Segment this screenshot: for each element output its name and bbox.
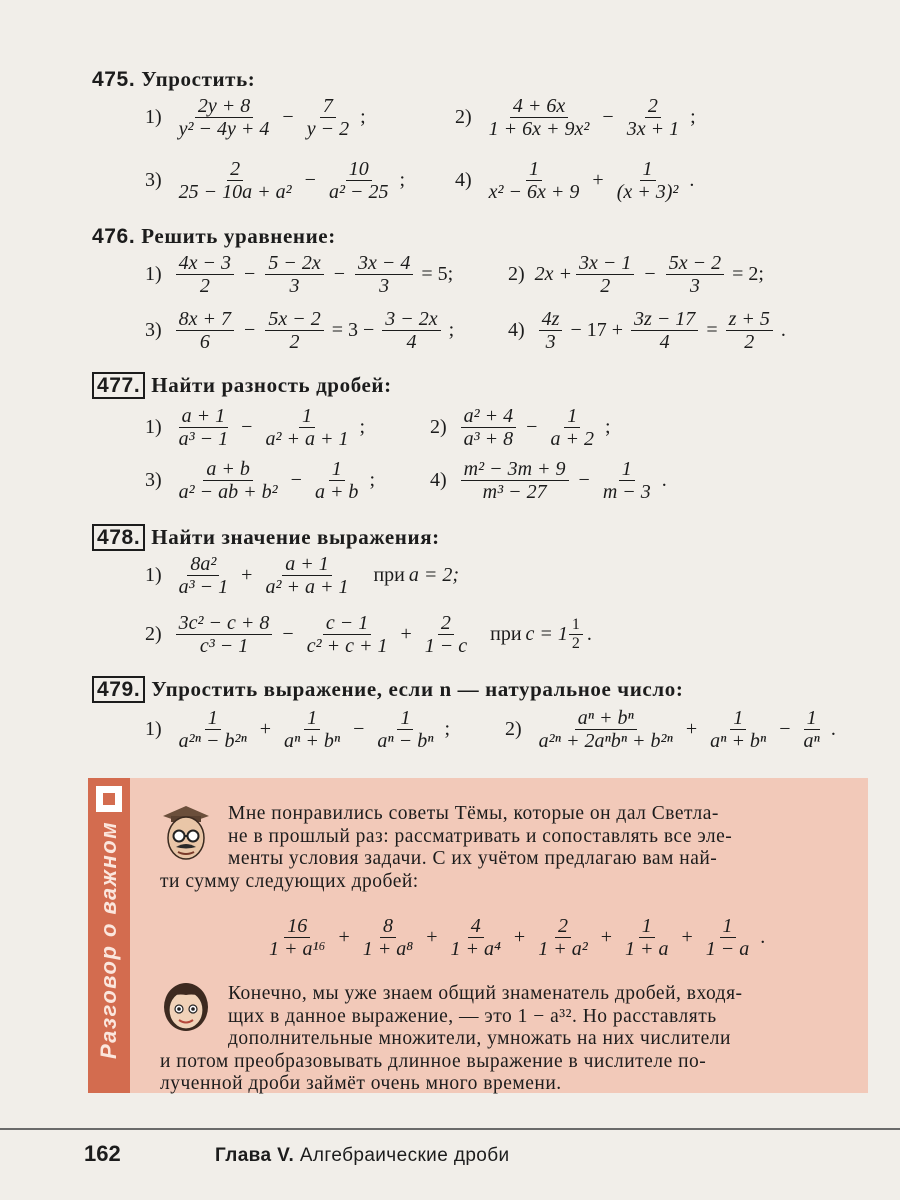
operator: − [282, 106, 294, 129]
task-title: Упростить: [141, 67, 256, 91]
denominator: 1 + a⁸ [362, 938, 414, 961]
denominator: 1 + a [624, 938, 669, 961]
task-477-item-4 [430, 458, 671, 504]
condition-word: при [490, 623, 522, 646]
task-478-item-2 [145, 612, 596, 658]
item-label: 3) [145, 319, 162, 342]
fraction [536, 707, 676, 753]
denominator: 2 [744, 331, 755, 354]
numerator: 1 [639, 915, 655, 938]
task-476-item-4 [508, 308, 790, 354]
numerator: 7 [320, 95, 336, 118]
text-line: Мне понравились советы Тёмы, которые он дал Светла- [228, 803, 719, 824]
operator: + [681, 926, 693, 949]
fraction [355, 252, 413, 298]
denominator: 1 + a² [538, 938, 588, 961]
numerator: a + 1 [179, 405, 229, 428]
fraction [801, 707, 823, 753]
fraction [360, 915, 416, 961]
task-475-item-4 [455, 158, 698, 204]
condition-value: c = 1 [525, 623, 568, 646]
item-label: 1) [145, 416, 162, 439]
mixed-number [526, 616, 583, 653]
numerator: 4 [468, 915, 484, 938]
operator: + [400, 623, 412, 646]
teacher-avatar-icon [157, 800, 215, 864]
numerator: 8x + 7 [176, 308, 234, 331]
item-label: 1) [145, 106, 162, 129]
fraction [265, 308, 323, 354]
fraction [262, 553, 351, 599]
task-475-item-1 [145, 95, 370, 141]
punct: ; [444, 718, 451, 741]
task-title: Решить уравнение: [141, 224, 336, 248]
denominator: aⁿ [803, 730, 820, 753]
operator: + [592, 169, 604, 192]
denominator: 3 [379, 275, 390, 298]
task-number: 478. [92, 524, 145, 551]
numerator: 3x − 4 [355, 252, 413, 275]
fraction [176, 405, 232, 451]
numerator: 2 [555, 915, 571, 938]
numerator: 1 [720, 915, 736, 938]
task-476-item-2 [508, 252, 768, 298]
equation-tail: = 5; [421, 263, 454, 286]
numerator: 4 + 6x [510, 95, 568, 118]
text-line: лученной дроби займёт очень много времени. [160, 1073, 562, 1094]
fraction [461, 405, 517, 451]
operator: + [513, 926, 526, 949]
student-avatar-icon [157, 975, 215, 1035]
fraction [622, 915, 672, 961]
operator: + [600, 926, 612, 949]
numerator: 1 [569, 616, 583, 635]
item-label: 1) [145, 718, 162, 741]
punct: ; [369, 469, 375, 492]
numerator: 1 [205, 707, 221, 730]
denominator: 1 + a¹⁶ [269, 938, 326, 961]
task-number: 475. [92, 68, 136, 91]
numerator: a + 1 [282, 553, 332, 576]
text-line: не в прошлый раз: рассматривать и сопоставлять все эле- [228, 825, 733, 847]
fraction [176, 95, 273, 141]
fraction [176, 158, 295, 204]
task-475-item-2 [455, 95, 700, 141]
denominator: 25 − 10a + a² [178, 181, 292, 204]
numerator: a + b [203, 458, 253, 481]
fraction [312, 458, 362, 504]
denominator: a²ⁿ − b²ⁿ [178, 730, 247, 753]
numerator: 1 [640, 158, 656, 181]
numerator: 2 [438, 612, 454, 635]
denominator: aⁿ − bⁿ [377, 730, 434, 753]
item-label: 1) [145, 564, 162, 587]
denominator: y − 2 [306, 118, 350, 141]
punct: . [661, 469, 667, 492]
denominator: a² + a + 1 [265, 428, 349, 451]
task-number: 476. [92, 225, 136, 248]
operator: − [244, 319, 256, 342]
numerator: 1 [564, 405, 580, 428]
item-label: 4) [430, 469, 447, 492]
task-477-item-2 [430, 405, 615, 451]
task-number: 477. [92, 372, 145, 399]
denominator: 2 [571, 635, 580, 653]
fraction [374, 707, 436, 753]
numerator: 1 [619, 458, 635, 481]
fraction [176, 707, 250, 753]
fraction [631, 308, 698, 354]
denominator: a + 2 [550, 428, 594, 451]
operator: − [644, 263, 656, 286]
fraction [624, 95, 682, 141]
item-label: 4) [455, 169, 472, 192]
text-line: щих в данное выражение, — это 1 − a³². Но расставлять [228, 1005, 717, 1027]
item-label: 1) [145, 263, 162, 286]
fraction [666, 252, 724, 298]
operator: − [602, 106, 614, 129]
operator: + [685, 718, 698, 741]
fraction [539, 308, 563, 354]
numerator: 10 [346, 158, 372, 181]
text-line: дополнительные множители, умножать на них числители [228, 1028, 731, 1049]
task-476-item-3 [145, 308, 458, 354]
chapter-number: Глава V. [215, 1145, 295, 1166]
operator: − [244, 263, 256, 286]
denominator: a³ − 1 [178, 428, 229, 451]
fraction [266, 915, 328, 961]
operator: + [426, 926, 438, 949]
fraction [600, 458, 654, 504]
task-title: Упростить выражение, если n — натуральное число: [151, 677, 684, 701]
punct: . [586, 623, 592, 646]
task-475-heading [92, 67, 255, 92]
task-title: Найти разность дробей: [151, 373, 392, 397]
fraction [176, 553, 232, 599]
fraction [707, 707, 769, 753]
operator: + [259, 718, 272, 741]
punct: . [689, 169, 695, 192]
denominator: m³ − 27 [482, 481, 547, 504]
text-line: ти сумму следующих дробей: [160, 870, 419, 892]
numerator: 1 [730, 707, 746, 730]
fraction [486, 95, 593, 141]
fraction [547, 405, 597, 451]
fraction [614, 158, 682, 204]
condition-word: при [373, 564, 405, 587]
punct: ; [360, 106, 366, 129]
fraction [447, 915, 503, 961]
operator: − [779, 718, 791, 741]
item-label: 4) [508, 319, 525, 342]
punct: ; [448, 319, 455, 342]
task-478-item-1 [145, 553, 459, 599]
denominator: m − 3 [602, 481, 651, 504]
numerator: a² + 4 [461, 405, 517, 428]
numerator: 1 [397, 707, 413, 730]
denominator: 4 [659, 331, 670, 354]
denominator: y² − 4y + 4 [178, 118, 270, 141]
operator: − [353, 718, 365, 741]
numerator: 3z − 17 [631, 308, 698, 331]
operator: − [526, 416, 538, 439]
punct: ; [359, 416, 366, 439]
numerator: 2 [227, 158, 243, 181]
numerator: 8 [380, 915, 396, 938]
numerator: 1 [299, 405, 315, 428]
punct: . [780, 319, 786, 342]
punct: ; [399, 169, 406, 192]
denominator: x² − 6x + 9 [488, 181, 580, 204]
task-477-item-3 [145, 458, 379, 504]
item-label: 2) [430, 416, 447, 439]
task-476-item-1 [145, 252, 457, 298]
fraction [461, 458, 569, 504]
operator: + [338, 926, 350, 949]
equals-sign: = [706, 319, 718, 342]
fraction [262, 405, 351, 451]
numerator: 8a² [187, 553, 219, 576]
chapter-heading [215, 1145, 510, 1167]
task-number: 479. [92, 676, 145, 703]
fraction [176, 308, 234, 354]
fraction [326, 158, 392, 204]
page-number: 162 [84, 1141, 121, 1166]
footer-rule [0, 1128, 900, 1130]
denominator: 3 [545, 331, 556, 354]
punct: ; [604, 416, 611, 439]
equation-tail: = 2; [732, 263, 764, 286]
item-label: 2) [505, 718, 522, 741]
numerator: 3x − 1 [576, 252, 634, 275]
teacher-paragraph [160, 803, 840, 893]
numerator: 5x − 2 [265, 308, 323, 331]
item-label: 3) [145, 169, 162, 192]
numerator: 1 [329, 458, 345, 481]
denominator: 2 [199, 275, 210, 298]
denominator: a³ + 8 [463, 428, 514, 451]
numerator: 16 [284, 915, 310, 938]
numerator: z + 5 [726, 308, 773, 331]
task-476-heading [92, 224, 336, 249]
denominator: aⁿ + bⁿ [284, 730, 341, 753]
denominator: 6 [199, 331, 210, 354]
operator: − [282, 623, 294, 646]
operator: − [333, 263, 345, 286]
text-line: и потом преобразовывать длинное выражение в числителе по- [160, 1050, 707, 1072]
item-label: 3) [145, 469, 162, 492]
numerator: 4z [539, 308, 563, 331]
operator: − [304, 169, 316, 192]
item-label: 2) [455, 106, 472, 129]
student-paragraph [160, 983, 840, 1096]
numerator: c − 1 [323, 612, 371, 635]
denominator: (x + 3)² [616, 181, 679, 204]
denominator: c³ − 1 [199, 635, 249, 658]
fraction [176, 252, 234, 298]
fraction [535, 915, 591, 961]
fraction [486, 158, 583, 204]
fraction [422, 612, 470, 658]
operator: − [578, 469, 590, 492]
condition-value: a = 2; [408, 564, 460, 587]
denominator: 1 − c [424, 635, 468, 658]
dialog-tab-title: Разговор о важном [96, 821, 121, 1059]
fraction [576, 252, 634, 298]
task-479-item-1 [145, 707, 454, 753]
denominator: a + b [314, 481, 359, 504]
fraction [569, 616, 583, 653]
denominator: 3 [289, 275, 300, 298]
fraction [726, 308, 773, 354]
numerator: 3 − 2x [382, 308, 440, 331]
numerator: 2 [645, 95, 661, 118]
numerator: 3c² − c + 8 [176, 612, 273, 635]
denominator: 3 [689, 275, 700, 298]
denominator: 1 + 6x + 9x² [488, 118, 590, 141]
equation-middle: = 3 − [331, 319, 375, 342]
fraction [382, 308, 440, 354]
numerator: 1 [804, 707, 820, 730]
denominator: a² − ab + b² [178, 481, 278, 504]
denominator: a²ⁿ + 2aⁿbⁿ + b²ⁿ [538, 730, 673, 753]
numerator: 1 [304, 707, 320, 730]
numerator: 4x − 3 [176, 252, 234, 275]
denominator: 4 [406, 331, 417, 354]
numerator: aⁿ + bⁿ [575, 707, 637, 730]
item-label: 2) [145, 623, 162, 646]
task-477-item-1 [145, 405, 369, 451]
section-emblem-icon [92, 782, 126, 816]
numerator: 5x − 2 [666, 252, 724, 275]
task-478-heading [92, 525, 440, 550]
task-475-item-3 [145, 158, 409, 204]
denominator: 2 [600, 275, 611, 298]
denominator: aⁿ + bⁿ [710, 730, 767, 753]
text-line: менты условия задачи. С их учётом предлагаю вам най- [228, 848, 718, 869]
punct: ; [690, 106, 696, 129]
fraction [176, 458, 281, 504]
fraction [304, 612, 391, 658]
numerator: 1 [526, 158, 542, 181]
denominator: 2 [289, 331, 300, 354]
punct: . [830, 718, 836, 741]
task-title: Найти значение выражения: [151, 525, 440, 549]
denominator: c² + c + 1 [306, 635, 388, 658]
task-479-item-2 [505, 707, 840, 753]
fraction [176, 612, 273, 658]
operator: − [290, 469, 302, 492]
chapter-title: Алгебраические дроби [299, 1145, 510, 1166]
equation-middle: − 17 + [570, 319, 624, 342]
denominator: 1 − a [705, 938, 750, 961]
denominator: a³ − 1 [178, 576, 229, 599]
equation-lead: 2x + [534, 263, 573, 286]
fraction-sum [262, 915, 769, 961]
operator: + [241, 564, 253, 587]
item-label: 2) [508, 263, 525, 286]
fraction [281, 707, 343, 753]
task-479-heading [92, 677, 683, 702]
task-477-heading [92, 373, 392, 398]
punct: . [760, 926, 766, 949]
text-line: Конечно, мы уже знаем общий знаменатель дробей, входя- [228, 983, 743, 1004]
operator: − [241, 416, 253, 439]
fraction [703, 915, 753, 961]
denominator: 3x + 1 [626, 118, 680, 141]
denominator: a² + a + 1 [265, 576, 349, 599]
numerator: 2y + 8 [195, 95, 253, 118]
numerator: m² − 3m + 9 [461, 458, 569, 481]
denominator: a² − 25 [328, 181, 389, 204]
denominator: 1 + a⁴ [450, 938, 501, 961]
numerator: 5 − 2x [265, 252, 323, 275]
fraction [304, 95, 352, 141]
fraction [265, 252, 323, 298]
